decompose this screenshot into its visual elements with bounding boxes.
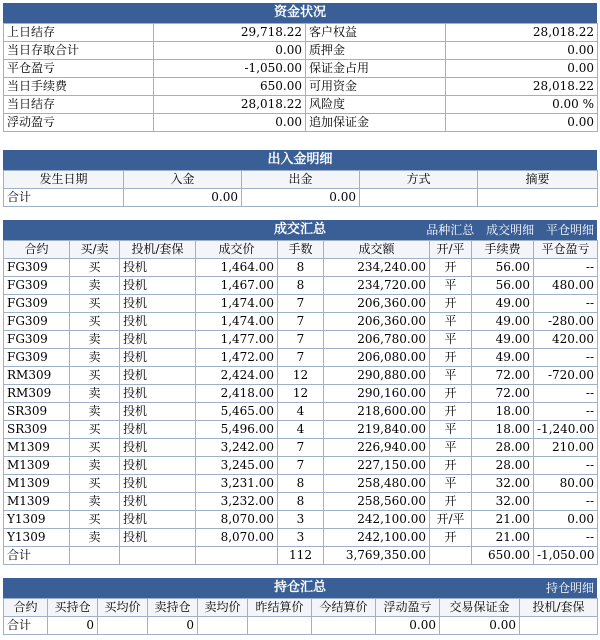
trade-fee: 49.00	[472, 313, 534, 331]
fund-label: 平仓盈亏	[4, 60, 154, 78]
trade-price: 1,467.00	[196, 277, 278, 295]
table-row	[4, 475, 598, 493]
trade-contract: M1309	[4, 457, 70, 475]
trade-side: 卖	[70, 277, 120, 295]
trade-fee: 32.00	[472, 475, 534, 493]
link-position-detail[interactable]: 持仓明细	[545, 581, 594, 595]
trades-total-fee: 650.00	[472, 547, 534, 565]
trade-fee: 49.00	[472, 331, 534, 349]
trade-lots: 7	[278, 331, 324, 349]
table-row	[4, 313, 598, 331]
fund-label: 可用资金	[306, 78, 446, 96]
trade-price: 8,070.00	[196, 511, 278, 529]
inout-col-date: 发生日期	[4, 171, 124, 189]
trade-amount: 234,240.00	[324, 259, 430, 277]
positions-title: 持仓汇总	[273, 580, 326, 595]
trades-col-contract: 合约	[4, 241, 70, 259]
trade-pnl: --	[534, 403, 598, 421]
link-trade-detail[interactable]: 成交明细	[486, 223, 535, 237]
trade-pnl: 210.00	[534, 439, 598, 457]
trade-hedge: 投机	[120, 385, 196, 403]
trade-lots: 12	[278, 367, 324, 385]
trade-contract: FG309	[4, 259, 70, 277]
fund-label: 客户权益	[306, 24, 446, 42]
trade-hedge: 投机	[120, 529, 196, 547]
trade-amount: 242,100.00	[324, 511, 430, 529]
trade-amount: 206,080.00	[324, 349, 430, 367]
trade-amount: 234,720.00	[324, 277, 430, 295]
trade-price: 2,424.00	[196, 367, 278, 385]
fund-value: 0.00	[446, 60, 598, 78]
trade-contract: FG309	[4, 349, 70, 367]
trade-lots: 4	[278, 421, 324, 439]
trade-side: 卖	[70, 331, 120, 349]
trade-fee: 72.00	[472, 367, 534, 385]
table-row	[4, 439, 598, 457]
trade-lots: 8	[278, 493, 324, 511]
trade-fee: 21.00	[472, 511, 534, 529]
pos-col-sell-avg: 卖均价	[198, 599, 248, 617]
trade-contract: FG309	[4, 331, 70, 349]
trades-col-pnl: 平仓盈亏	[534, 241, 598, 259]
trade-hedge: 投机	[120, 313, 196, 331]
trade-openclose: 开	[430, 403, 472, 421]
trade-price: 8,070.00	[196, 529, 278, 547]
trade-amount: 206,780.00	[324, 331, 430, 349]
fund-value: 0.00 %	[446, 96, 598, 114]
inout-total-label: 合计	[4, 189, 124, 207]
trade-contract: FG309	[4, 295, 70, 313]
table-row	[4, 511, 598, 529]
trade-side: 买	[70, 313, 120, 331]
inout-col-out: 出金	[242, 171, 360, 189]
fund-label: 浮动盈亏	[4, 114, 154, 132]
trade-fee: 49.00	[472, 295, 534, 313]
trades-col-fee: 手续费	[472, 241, 534, 259]
fund-row	[4, 114, 598, 132]
trade-pnl: 0.00	[534, 511, 598, 529]
positions-total-row	[4, 617, 598, 635]
trade-fee: 28.00	[472, 439, 534, 457]
table-row	[4, 493, 598, 511]
trade-amount: 206,360.00	[324, 295, 430, 313]
trade-price: 1,474.00	[196, 313, 278, 331]
trade-hedge: 投机	[120, 277, 196, 295]
trade-side: 卖	[70, 403, 120, 421]
inout-title: 出入金明细	[267, 152, 333, 167]
fund-row	[4, 96, 598, 114]
pos-col-hedge: 投机/套保	[520, 599, 598, 617]
trade-openclose: 平	[430, 331, 472, 349]
pos-col-buy: 买持仓	[48, 599, 98, 617]
table-row	[4, 349, 598, 367]
trade-amount: 290,160.00	[324, 385, 430, 403]
inout-total-row	[4, 189, 598, 207]
trade-side: 买	[70, 295, 120, 313]
fund-row	[4, 42, 598, 60]
trade-openclose: 开	[430, 259, 472, 277]
trade-pnl: 420.00	[534, 331, 598, 349]
trade-contract: Y1309	[4, 511, 70, 529]
fund-status-title: 资金状况	[273, 5, 326, 20]
trade-lots: 3	[278, 529, 324, 547]
trade-hedge: 投机	[120, 493, 196, 511]
trade-openclose: 平	[430, 367, 472, 385]
trade-contract: SR309	[4, 421, 70, 439]
inout-col-in: 入金	[124, 171, 242, 189]
trade-price: 3,232.00	[196, 493, 278, 511]
trade-amount: 258,480.00	[324, 475, 430, 493]
fund-value: 650.00	[154, 78, 306, 96]
trade-fee: 18.00	[472, 403, 534, 421]
pos-col-today-settle: 今结算价	[312, 599, 376, 617]
trade-pnl: --	[534, 259, 598, 277]
trade-fee: 56.00	[472, 277, 534, 295]
pos-total-sell: 0	[148, 617, 198, 635]
trade-hedge: 投机	[120, 331, 196, 349]
trade-fee: 49.00	[472, 349, 534, 367]
trade-amount: 290,880.00	[324, 367, 430, 385]
trade-fee: 18.00	[472, 421, 534, 439]
fund-label: 保证金占用	[306, 60, 446, 78]
trade-hedge: 投机	[120, 421, 196, 439]
trade-contract: Y1309	[4, 529, 70, 547]
positions-section	[3, 578, 597, 635]
inout-col-memo: 摘要	[478, 171, 598, 189]
trade-contract: M1309	[4, 439, 70, 457]
fund-status-header	[3, 3, 597, 23]
trade-openclose: 平	[430, 277, 472, 295]
trades-total-lots: 112	[278, 547, 324, 565]
trades-total-row	[4, 547, 598, 565]
trade-price: 1,464.00	[196, 259, 278, 277]
trade-side: 卖	[70, 493, 120, 511]
table-row	[4, 403, 598, 421]
table-row	[4, 529, 598, 547]
trade-openclose: 开	[430, 493, 472, 511]
trade-pnl: --	[534, 457, 598, 475]
trades-col-price: 成交价	[196, 241, 278, 259]
trade-openclose: 开	[430, 385, 472, 403]
trade-amount: 206,360.00	[324, 313, 430, 331]
trade-hedge: 投机	[120, 367, 196, 385]
fund-value: 29,718.22	[154, 24, 306, 42]
trade-pnl: -1,240.00	[534, 421, 598, 439]
fund-value: 0.00	[446, 114, 598, 132]
trade-side: 买	[70, 511, 120, 529]
trade-lots: 12	[278, 385, 324, 403]
fund-value: 28,018.22	[446, 24, 598, 42]
trade-hedge: 投机	[120, 511, 196, 529]
link-variety-summary[interactable]: 品种汇总	[426, 223, 475, 237]
pos-col-margin: 交易保证金	[440, 599, 520, 617]
trade-amount: 227,150.00	[324, 457, 430, 475]
trade-openclose: 开/平	[430, 511, 472, 529]
trade-hedge: 投机	[120, 439, 196, 457]
fund-row	[4, 78, 598, 96]
fund-label: 上日结存	[4, 24, 154, 42]
trade-lots: 7	[278, 439, 324, 457]
trade-side: 卖	[70, 349, 120, 367]
trade-fee: 28.00	[472, 457, 534, 475]
trades-title: 成交汇总	[273, 222, 326, 237]
trade-openclose: 平	[430, 421, 472, 439]
trade-pnl: --	[534, 349, 598, 367]
pos-total-float: 0.00	[376, 617, 440, 635]
trade-contract: M1309	[4, 493, 70, 511]
trade-lots: 7	[278, 313, 324, 331]
trade-price: 3,245.00	[196, 457, 278, 475]
inout-header	[3, 150, 597, 170]
trades-col-openclose: 开/平	[430, 241, 472, 259]
inout-total-out: 0.00	[242, 189, 360, 207]
trade-fee: 72.00	[472, 385, 534, 403]
inout-total-memo	[478, 189, 598, 207]
trade-pnl: --	[534, 295, 598, 313]
trade-hedge: 投机	[120, 295, 196, 313]
trade-openclose: 平	[430, 439, 472, 457]
table-row	[4, 385, 598, 403]
positions-table	[3, 598, 598, 635]
trade-side: 买	[70, 475, 120, 493]
trade-lots: 7	[278, 295, 324, 313]
trade-lots: 8	[278, 259, 324, 277]
trade-contract: M1309	[4, 475, 70, 493]
trade-hedge: 投机	[120, 349, 196, 367]
trades-col-lots: 手数	[278, 241, 324, 259]
fund-label: 当日存取合计	[4, 42, 154, 60]
table-row	[4, 421, 598, 439]
trade-pnl: 80.00	[534, 475, 598, 493]
trade-openclose: 平	[430, 313, 472, 331]
pos-col-sell: 卖持仓	[148, 599, 198, 617]
fund-status-table	[3, 23, 598, 132]
trade-hedge: 投机	[120, 403, 196, 421]
fund-row	[4, 60, 598, 78]
trade-side: 卖	[70, 529, 120, 547]
pos-col-contract: 合约	[4, 599, 48, 617]
fund-label: 追加保证金	[306, 114, 446, 132]
fund-status-section	[3, 3, 597, 132]
trade-hedge: 投机	[120, 457, 196, 475]
trade-pnl: --	[534, 529, 598, 547]
trade-openclose: 开	[430, 529, 472, 547]
trades-col-side: 买/卖	[70, 241, 120, 259]
fund-label: 质押金	[306, 42, 446, 60]
trade-hedge: 投机	[120, 259, 196, 277]
trade-contract: RM309	[4, 367, 70, 385]
trade-openclose: 平	[430, 475, 472, 493]
trade-lots: 3	[278, 511, 324, 529]
trades-col-amount: 成交额	[324, 241, 430, 259]
pos-total-label: 合计	[4, 617, 48, 635]
trade-fee: 32.00	[472, 493, 534, 511]
trade-price: 5,465.00	[196, 403, 278, 421]
pos-col-float-pnl: 浮动盈亏	[376, 599, 440, 617]
trade-amount: 219,840.00	[324, 421, 430, 439]
trade-openclose: 开	[430, 295, 472, 313]
trade-contract: FG309	[4, 313, 70, 331]
trade-side: 买	[70, 367, 120, 385]
table-row	[4, 367, 598, 385]
trade-price: 1,474.00	[196, 295, 278, 313]
fund-value: 28,018.22	[154, 96, 306, 114]
trade-contract: SR309	[4, 403, 70, 421]
trade-amount: 226,940.00	[324, 439, 430, 457]
fund-label: 当日手续费	[4, 78, 154, 96]
trades-total-pnl: -1,050.00	[534, 547, 598, 565]
trade-hedge: 投机	[120, 475, 196, 493]
fund-value: -1,050.00	[154, 60, 306, 78]
trade-lots: 7	[278, 349, 324, 367]
fund-label: 当日结存	[4, 96, 154, 114]
trade-pnl: --	[534, 493, 598, 511]
trade-side: 卖	[70, 385, 120, 403]
table-row	[4, 331, 598, 349]
trade-contract: FG309	[4, 277, 70, 295]
trade-pnl: -280.00	[534, 313, 598, 331]
trade-amount: 242,100.00	[324, 529, 430, 547]
trade-fee: 56.00	[472, 259, 534, 277]
trade-openclose: 开	[430, 349, 472, 367]
positions-header	[3, 578, 597, 598]
trade-side: 买	[70, 421, 120, 439]
table-row	[4, 277, 598, 295]
fund-label: 风险度	[306, 96, 446, 114]
trades-section	[3, 220, 597, 565]
fund-value: 28,018.22	[446, 78, 598, 96]
trade-amount: 258,560.00	[324, 493, 430, 511]
trade-fee: 21.00	[472, 529, 534, 547]
pos-col-buy-avg: 买均价	[98, 599, 148, 617]
trade-pnl: 480.00	[534, 277, 598, 295]
trades-total-amount: 3,769,350.00	[324, 547, 430, 565]
inout-section	[3, 150, 597, 207]
fund-value: 0.00	[154, 42, 306, 60]
trade-lots: 7	[278, 457, 324, 475]
table-row	[4, 457, 598, 475]
inout-total-method	[360, 189, 478, 207]
trade-pnl: --	[534, 385, 598, 403]
trades-table	[3, 240, 598, 565]
inout-table	[3, 170, 598, 207]
trade-price: 1,472.00	[196, 349, 278, 367]
fund-value: 0.00	[446, 42, 598, 60]
pos-total-buy: 0	[48, 617, 98, 635]
pos-total-margin: 0.00	[440, 617, 520, 635]
trade-lots: 8	[278, 475, 324, 493]
table-row	[4, 295, 598, 313]
pos-col-prev-settle: 昨结算价	[248, 599, 312, 617]
trade-lots: 8	[278, 277, 324, 295]
trade-contract: RM309	[4, 385, 70, 403]
trade-lots: 4	[278, 403, 324, 421]
inout-total-in: 0.00	[124, 189, 242, 207]
trade-price: 5,496.00	[196, 421, 278, 439]
trades-header	[3, 220, 597, 240]
link-close-detail[interactable]: 平仓明细	[545, 223, 594, 237]
trade-openclose: 开	[430, 457, 472, 475]
trade-price: 3,242.00	[196, 439, 278, 457]
trade-pnl: -720.00	[534, 367, 598, 385]
table-row	[4, 259, 598, 277]
trade-side: 卖	[70, 457, 120, 475]
trade-side: 买	[70, 439, 120, 457]
inout-col-method: 方式	[360, 171, 478, 189]
trade-side: 买	[70, 259, 120, 277]
trades-total-label: 合计	[4, 547, 70, 565]
fund-row	[4, 24, 598, 42]
trades-col-hedge: 投机/套保	[120, 241, 196, 259]
trade-amount: 218,600.00	[324, 403, 430, 421]
trade-price: 1,477.00	[196, 331, 278, 349]
trade-price: 3,231.00	[196, 475, 278, 493]
trade-price: 2,418.00	[196, 385, 278, 403]
fund-value: 0.00	[154, 114, 306, 132]
